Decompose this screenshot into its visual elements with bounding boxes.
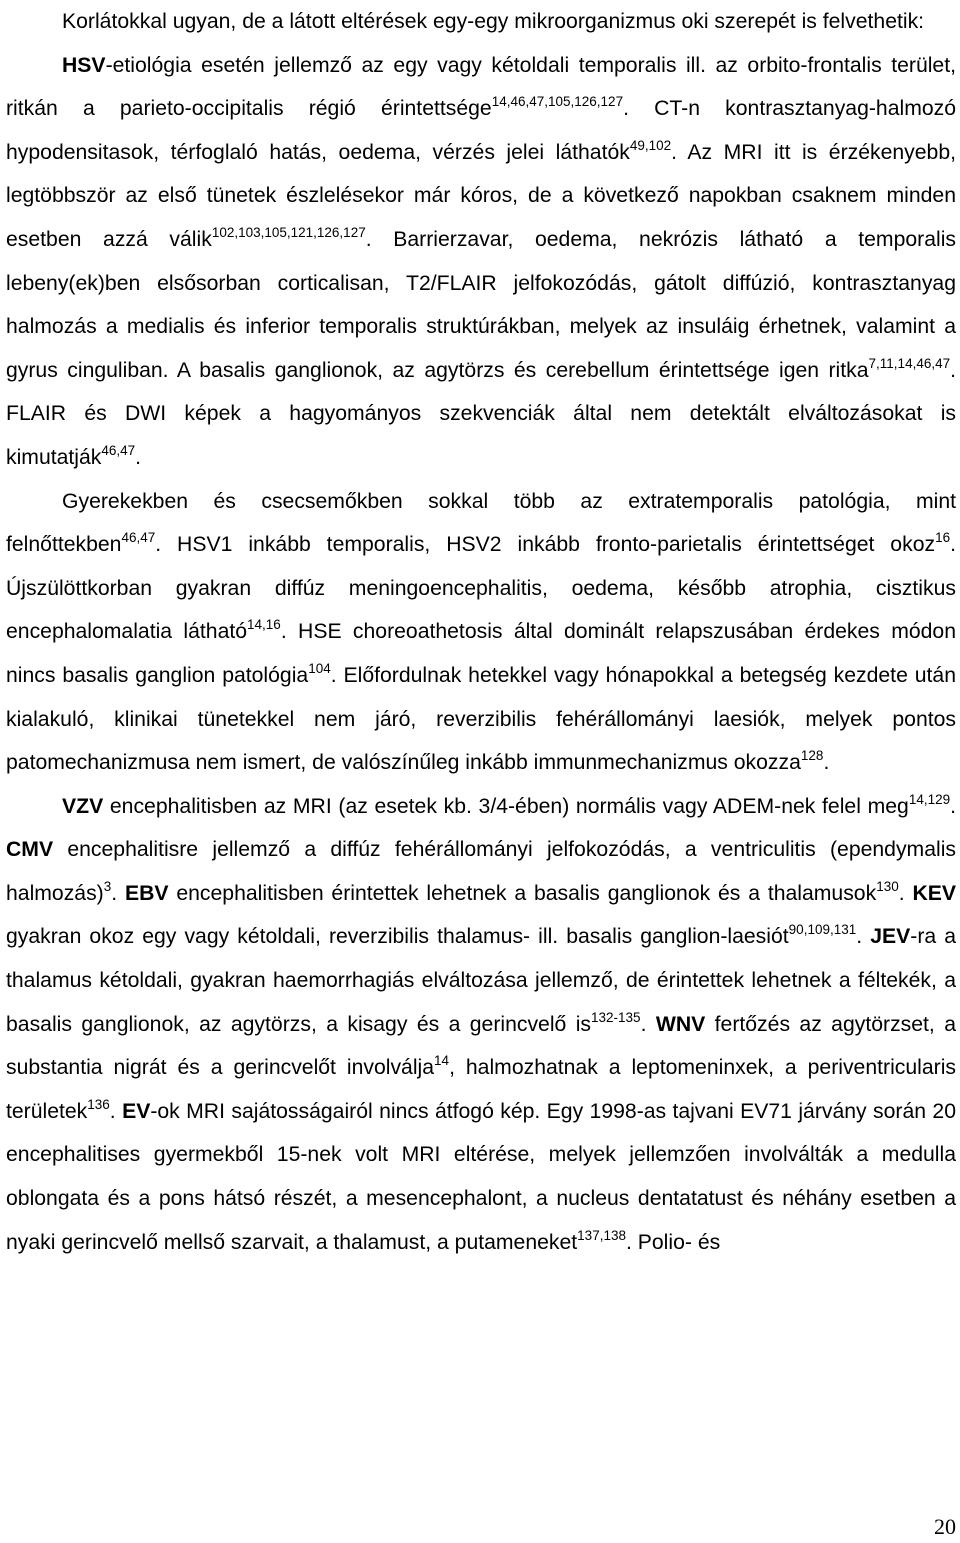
citation-superscript: 14 (434, 1053, 450, 1069)
text-run: . (898, 881, 913, 905)
text-run: . (109, 1099, 123, 1123)
text-run: fertőzés az agytörzset, a substantia nigrát és a gerincvelőt involválja (6, 1012, 956, 1080)
text-run: -etiológia esetén jellemző az egy vagy kétoldali temporalis ill. az orbito-frontalis terület, ritkán a parieto-occipitalis régió érintettsége (6, 53, 956, 121)
citation-superscript: 46,47 (121, 530, 156, 546)
bold-term: VZV (62, 794, 104, 818)
paragraph-intro (6, 0, 956, 44)
citation-superscript: 136 (87, 1096, 110, 1112)
citation-superscript: 130 (876, 878, 899, 894)
text-run: -ra a thalamus kétoldali, gyakran haemorrhagiás elváltozása jellemző, de érintettek lehetnek a féltekék, a basalis ganglionok, az agytörzs, a kisagy és a gerincvelő is (6, 925, 957, 1036)
text-run: . HSV1 inkább temporalis, HSV2 inkább fronto-parietalis érintettséget okoz (155, 533, 936, 557)
text-run: . Előfordulnak hetekkel vagy hónapokkal a betegség kezdete után kialakuló, klinikai tünetekkel nem járó, reverzibilis fehérállományi laesiók, melyek pontos patomechanizmusa nem ismert, de valószínűleg inkább immunmechanizmus okozza (6, 663, 956, 775)
citation-superscript: 14,46,47,105,126,127 (491, 94, 624, 110)
citation-superscript: 102,103,105,121,126,127 (211, 224, 366, 240)
citation-superscript: 132-135 (591, 1009, 641, 1025)
bold-term: JEV (870, 925, 911, 949)
text-run: . FLAIR és DWI képek a hagyományos szekvenciák által nem detektált elváltozásokat is kimutatják (6, 358, 956, 469)
text-run: . (823, 751, 830, 775)
text-run: . CT-n kontrasztanyag-halmozó hypodensitasok, térfoglaló hatás, oedema, vérzés jelei láthatók (6, 97, 956, 164)
body-text (6, 0, 956, 1264)
paragraph-hsv (6, 44, 956, 480)
text-run: . (640, 1012, 656, 1036)
text-run: gyakran okoz egy vagy kétoldali, reverzibilis thalamus- ill. basalis ganglion-laesiót (6, 925, 789, 949)
text-run: Korlátokkal ugyan, de a látott eltérések egy-egy mikroorganizmus oki szerepét is felvethetik: (62, 10, 925, 33)
text-run: -ok MRI sajátosságairól nincs átfogó kép. Egy 1998-as tajvani EV71 járvány során 20 encephalitises gyermekből 15-nek volt MRI eltérése, melyek jellemzően involválták a medulla oblongata és a pons hátsó részét, a mesencephalont, a nucleus dentatatust és néhány esetben a nyaki gerincvelő mellső szarvait, a thalamust, a putameneket (6, 1099, 956, 1254)
citation-superscript: 137,138 (577, 1227, 626, 1243)
citation-superscript: 90,109,131 (788, 922, 857, 938)
bold-term: EV (122, 1099, 151, 1123)
bold-term: EBV (124, 881, 169, 905)
citation-superscript: 16 (935, 530, 951, 546)
citation-superscript: 3 (103, 878, 112, 894)
paragraph-children (6, 480, 956, 785)
text-run: encephalitisre jellemző a diffúz fehérállományi jelfokozódás, a ventriculitis (ependymalis halmozás) (6, 838, 956, 905)
bold-term: KEV (912, 881, 957, 905)
text-run: . (950, 794, 956, 818)
paragraph-other-viruses (6, 785, 956, 1265)
bold-term: CMV (6, 838, 54, 862)
citation-superscript: 46,47 (101, 442, 136, 458)
text-run: . HSE choreoathetosis által dominált relapszusában érdekes módon nincs basalis ganglion patológia (6, 620, 957, 687)
text-run: . Az MRI itt is érzékenyebb, legtöbbször az első tünetek észlelésekor már kóros, de a következő napokban csaknem minden esetben azzá válik (6, 140, 957, 251)
citation-superscript: 128 (800, 748, 824, 764)
text-run: Gyerekekben és csecsemőkben sokkal több az extratemporalis patológia, mint felnőttekben (6, 489, 956, 557)
page-number: 20 (934, 1514, 956, 1539)
bold-term: HSV (62, 53, 106, 77)
text-run: . (111, 881, 125, 905)
text-run: . (856, 925, 871, 949)
text-run: . (135, 445, 142, 469)
citation-superscript: 7,11,14,46,47 (868, 355, 951, 371)
citation-superscript: 104 (308, 660, 331, 676)
text-run: encephalitisben érintettek lehetnek a basalis ganglionok és a thalamusok (168, 881, 877, 905)
text-run: , halmozhatnak a leptomeninxek, a periventricularis területek (6, 1056, 956, 1123)
text-run: . Újszülöttkorban gyakran diffúz meningoencephalitis, oedema, később atrophia, cisztikus encephalomalatia látható (6, 533, 956, 644)
citation-superscript: 49,102 (629, 137, 672, 153)
text-run: encephalitisben az MRI (az esetek kb. 3/4-ében) normális vagy ADEM-nek felel meg (103, 794, 909, 818)
text-run: . Barrierzavar, oedema, nekrózis látható a temporalis lebeny(ek)ben elsősorban corticalisan, T2/FLAIR jelfokozódás, gátolt diffúzió, kontrasztanyag halmozás a medialis és inferior temporalis struktúrákban, melyek az insuláig érhetnek, valamint a gyrus cinguliban. A basalis ganglionok, az agytörzs és cerebellum érintettsége igen ritka (6, 227, 956, 382)
citation-superscript: 14,16 (247, 617, 281, 633)
bold-term: WNV (655, 1012, 706, 1036)
text-run: . Polio- és (625, 1230, 721, 1254)
citation-superscript: 14,129 (908, 791, 951, 807)
